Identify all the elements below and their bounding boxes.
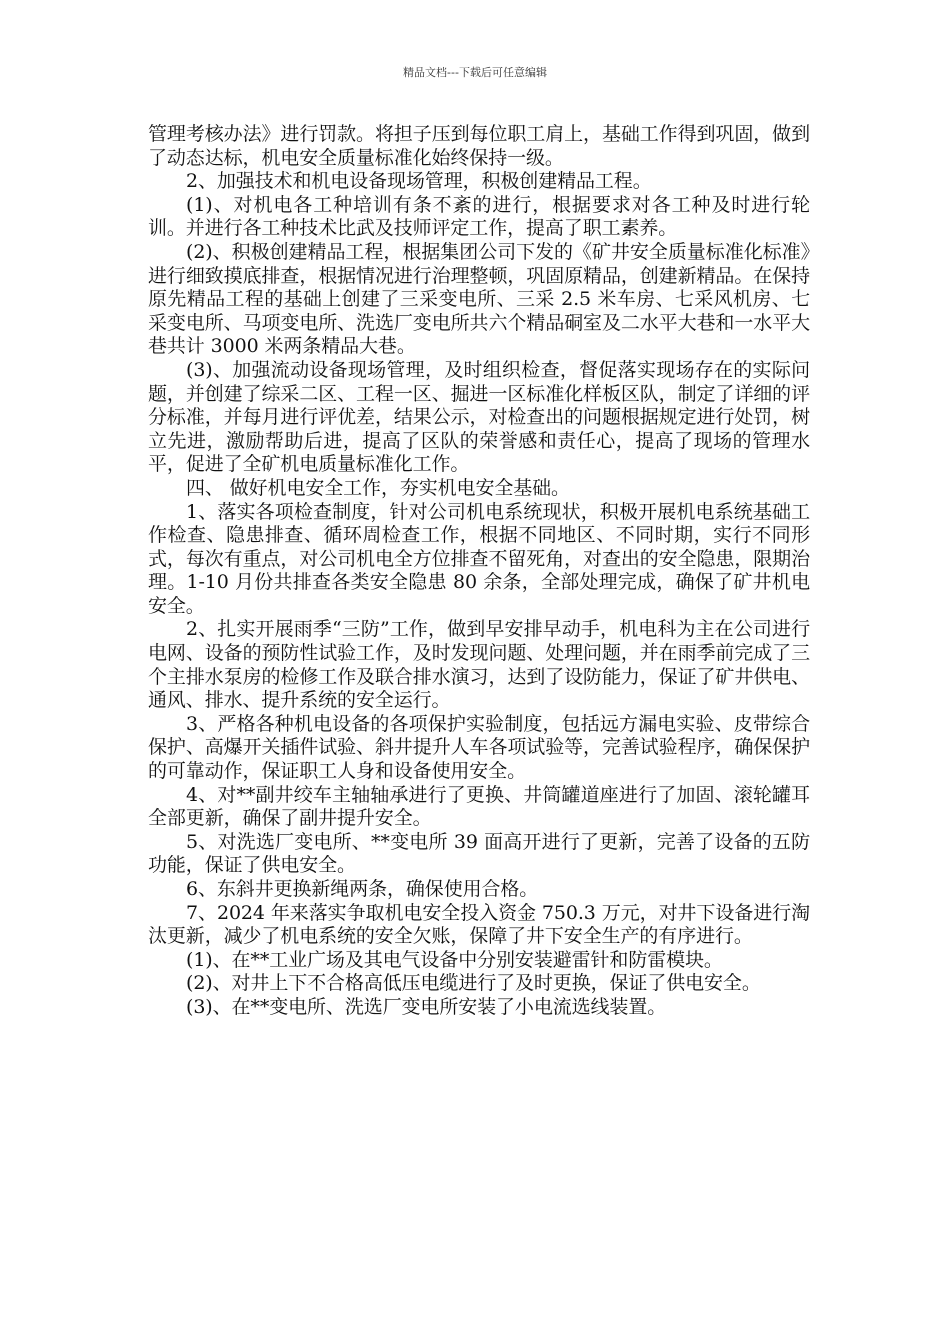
paragraph: 管理考核办法》进行罚款。将担子压到每位职工肩上，基础工作得到巩固，做到了动态达标，机电安全质量标准化始终保持一级。 [148,123,810,169]
paragraph: 7、2024 年来落实争取机电安全投入资金 750.3 万元，对井下设备进行淘汰更新，减少了机电系统的安全欠账，保障了井下安全生产的有序进行。 [148,901,810,948]
paragraph: (2)、对井上下不合格高低压电缆进行了及时更换，保证了供电安全。 [186,972,761,995]
paragraph: (3)、加强流动设备现场管理，及时组织检查，督促落实现场存在的实际问题，并创建了综采二区、工程一区、掘进一区标准化样板区队，制定了详细的评分标准，并每月进行评优差，结果公示，对检查出的问题根据规定进行处罚，树立先进，激励帮助后进，提高了区队的荣誉感和责任心，提高了现场的管理水平，促进了全矿机电质量标准化工作。 [148,358,810,476]
paragraph: (1)、对机电各工种培训有条不紊的进行，根据要求对各工种及时进行轮训。并进行各工种技术比武及技师评定工作，提高了职工素养。 [148,193,810,240]
paragraph: 3、严格各种机电设备的各项保护实验制度，包括远方漏电实验、皮带综合保护、高爆开关插件试验、斜井提升人车各项试验等，完善试验程序，确保保护的可靠动作，保证职工人身和设备使用安全。 [148,712,810,783]
paragraph: 4、对**副井绞车主轴轴承进行了更换、井筒罐道座进行了加固、滚轮罐耳全部更新，确保了副井提升安全。 [148,783,810,830]
section-heading: 四、 做好机电安全工作，夯实机电安全基础。 [186,476,570,499]
paragraph: (2)、积极创建精品工程，根据集团公司下发的《矿井安全质量标准化标准》进行细致摸底排查，根据情况进行治理整顿，巩固原精品，创建新精品。在保持原先精品工程的基础上创建了三采变电所、三采 2.5 米车房、七采风机房、七采变电所、马项变电所、洗选厂变电所共六个精品硐室及二水平大巷和一水平大巷共计 3000 米两条精品大巷。 [148,240,810,358]
paragraph: 6、东斜井更换新绳两条，确保使用合格。 [186,878,539,900]
page-header: 精品文档---下载后可任意编辑 [403,66,547,79]
section-heading: 2、加强技术和机电设备现场管理，积极创建精品工程。 [186,170,652,193]
paragraph: 1、落实各项检查制度，针对公司机电系统现状，积极开展机电系统基础工作检查、隐患排查、循环周检查工作，根据不同地区、不同时期，实行不同形式，每次有重点，对公司机电全方位排查不留死角，对查出的安全隐患，限期治理。1-10 月份共排查各类安全隐患 80 余条，全部处理完成，确保了矿井机电安全。 [148,500,810,617]
paragraph: (1)、在**工业广场及其电气设备中分别安装避雷针和防雷模块。 [186,948,723,971]
paragraph: (3)、在**变电所、洗选厂变电所安装了小电流选线装置。 [186,995,667,1018]
paragraph: 2、扎实开展雨季“三防”工作，做到早安排早动手，机电科为主在公司进行电网、设备的预防性试验工作，及时发现问题、处理问题，并在雨季前完成了三个主排水泵房的检修工作及联合排水演习，达到了设防能力，保证了矿井供电、通风、排水、提升系统的安全运行。 [148,618,810,712]
paragraph: 5、对洗选厂变电所、**变电所 39 面高开进行了更新，完善了设备的五防功能，保证了供电安全。 [148,830,810,877]
document-body [148,123,810,1020]
